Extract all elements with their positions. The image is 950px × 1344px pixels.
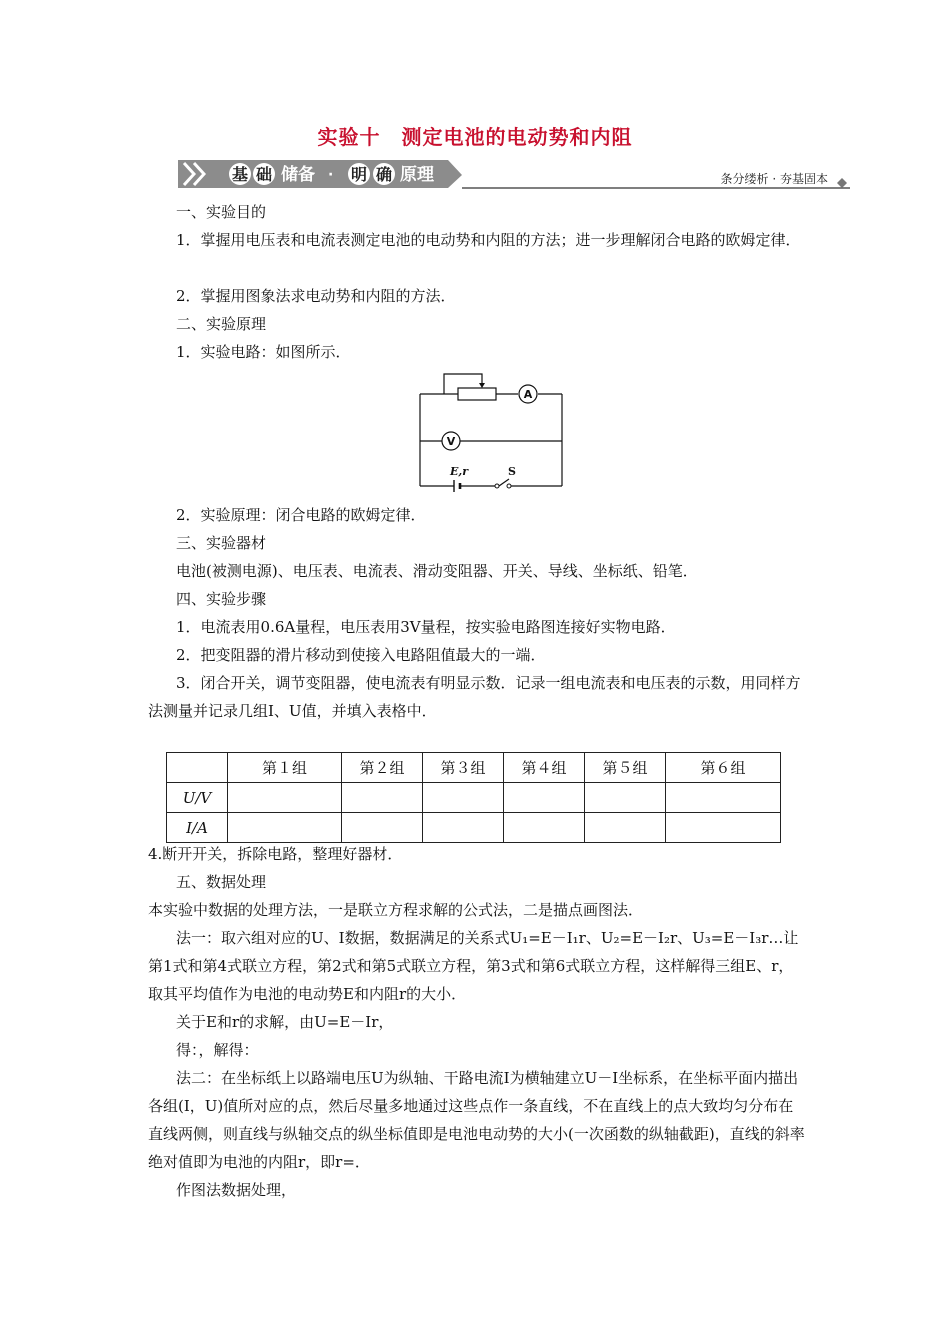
paragraph: 3．闭合开关，调节变阻器，使电流表有明显示数．记录一组电流表和电压表的示数，用同样方法测量并记录几组I、U值，并填入表格中． (148, 674, 801, 720)
paragraph: 2．掌握用图象法求电动势和内阻的方法． (176, 287, 456, 305)
paragraph: 作图法数据处理， (176, 1181, 297, 1199)
table-header-row (167, 753, 781, 783)
table-cell (504, 783, 585, 813)
section-heading: 一、实验目的 (176, 203, 267, 221)
table-header-cell: 第３组 (423, 753, 504, 783)
voltmeter-label: V (446, 435, 456, 448)
table-cell (666, 813, 781, 843)
switch-label: S (508, 465, 516, 478)
paragraph: 4.断开开关，拆除电路，整理好器材． (148, 845, 403, 863)
banner-right-text: 条分缕析 · 夯基固本 (720, 172, 828, 186)
switch-contact (495, 484, 499, 488)
paragraph: 得：，解得： (176, 1041, 259, 1059)
paragraph: 2．实验原理：闭合电路的欧姆定律． (176, 506, 426, 524)
banner-char: 础 (255, 165, 273, 184)
paragraph: 1．掌握用电压表和电流表测定电池的电动势和内阻的方法；进一步理解闭合电路的欧姆定律． (176, 231, 801, 249)
paragraph: 1．实验电路：如图所示． (176, 343, 351, 361)
circuit-diagram (410, 370, 570, 492)
diamond-icon (837, 178, 847, 188)
table-header-cell: 第１组 (228, 753, 342, 783)
section-banner (178, 158, 850, 192)
table-header-cell: 第５组 (585, 753, 666, 783)
paragraph: 关于E和r的求解，由U=E－Ir， (176, 1013, 394, 1031)
table-cell (504, 813, 585, 843)
table-cell (423, 813, 504, 843)
table-cell (342, 783, 423, 813)
section-heading: 五、数据处理 (176, 873, 267, 891)
switch-contact (507, 484, 511, 488)
rheostat-slider-wire (444, 374, 482, 394)
paragraph: 本实验中数据的处理方法，一是联立方程求解的公式法，二是描点画图法． (148, 901, 644, 919)
paragraph: 电池(被测电源)、电压表、电流表、滑动变阻器、开关、导线、坐标纸、铅笔． (176, 562, 698, 580)
banner-char: 基 (231, 165, 249, 184)
banner-dot: · (328, 167, 334, 183)
table-row-label: U/V (167, 783, 228, 813)
banner-char: 明 (350, 165, 368, 184)
source-label: E,r (450, 465, 469, 478)
ammeter-label: A (523, 388, 533, 401)
banner-text: 储备 (281, 165, 315, 185)
table-header-cell (167, 753, 228, 783)
slider-arrow-icon (479, 383, 485, 388)
paragraph: 法二：在坐标纸上以路端电压U为纵轴、干路电流I为横轴建立U－I坐标系，在坐标平面内描出各组(I，U)值所对应的点，然后尽量多地通过这些点作一条直线，不在直线上的点大致均匀分布在直线两侧，则直线与纵轴交点的纵坐标值即是电池电动势的大小(一次函数的纵轴截距)，直线的斜率绝对值即为电池的内阻r，即r=． (148, 1069, 805, 1171)
table-cell (585, 783, 666, 813)
table-cell (228, 813, 342, 843)
table-header-cell: 第４组 (504, 753, 585, 783)
section-heading: 二、实验原理 (176, 315, 267, 333)
paragraph: 法一：取六组对应的U、I数据，数据满足的关系式U₁=E－I₁r、U₂=E－I₂r、U₃=E－I₃r…让第1式和第4式联立方程，第2式和第5式联立方程，第3式和第6式联立方程，这样解得三组E、r，取其平均值作为电池的电动势E和内阻r的大小． (148, 929, 799, 1003)
table-cell (228, 783, 342, 813)
table-cell (666, 783, 781, 813)
table-cell (423, 783, 504, 813)
rheostat-resistor (458, 388, 496, 400)
table-row (167, 813, 781, 843)
table-header-cell: 第６组 (666, 753, 781, 783)
section-heading: 三、实验器材 (176, 534, 267, 552)
section-heading: 四、实验步骤 (176, 590, 267, 608)
table-row (167, 783, 781, 813)
table-row-label: I/A (167, 813, 228, 843)
table-cell (585, 813, 666, 843)
paragraph: 1．电流表用0.6A量程，电压表用3V量程，按实验电路图连接好实物电路． (176, 618, 676, 636)
page-title: 实验十 测定电池的电动势和内阻 (317, 125, 633, 149)
table-header-cell: 第２组 (342, 753, 423, 783)
paragraph: 2．把变阻器的滑片移动到使接入电路阻值最大的一端． (176, 646, 546, 664)
data-table (166, 752, 781, 843)
banner-char: 确 (375, 165, 393, 184)
banner-text: 原理 (400, 165, 434, 185)
table-cell (342, 813, 423, 843)
